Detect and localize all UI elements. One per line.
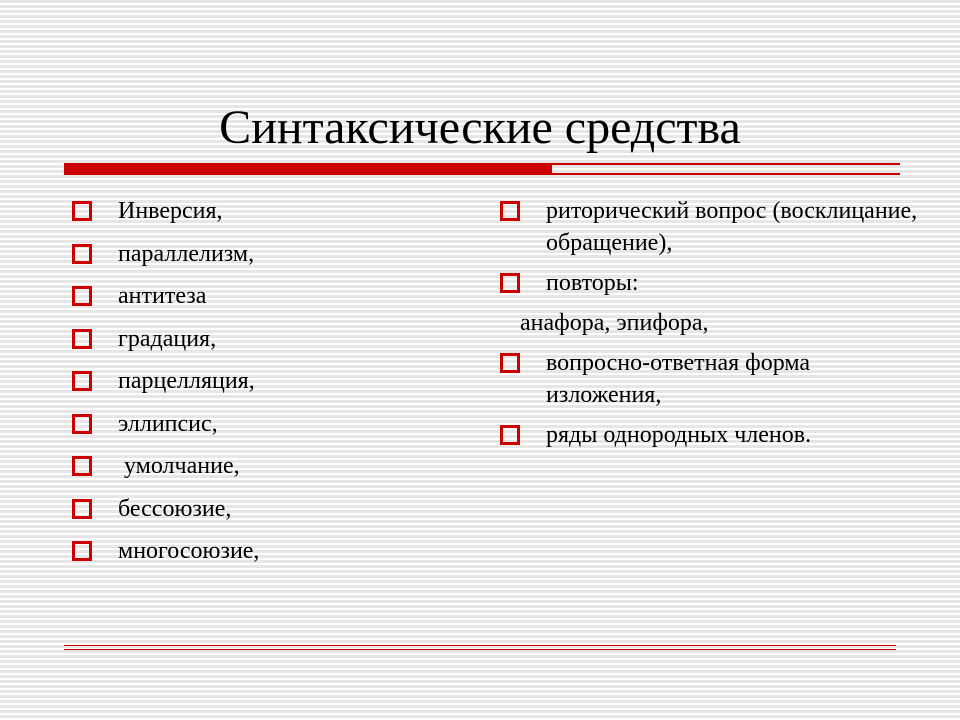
square-bullet-icon — [72, 414, 92, 434]
list-item — [72, 195, 452, 227]
right-bullet-list — [500, 195, 920, 459]
list-item — [72, 493, 452, 525]
list-item-text: бессоюзие, — [118, 495, 232, 522]
square-bullet-icon — [500, 273, 520, 293]
list-item — [72, 408, 452, 440]
list-item-text: ряды однородных членов. — [546, 422, 812, 448]
list-item-text: парцелляция, — [118, 368, 255, 394]
list-item-text: вопросно-ответная форма изложения, — [546, 350, 810, 408]
footer-rule-bottom — [64, 649, 896, 650]
list-item — [72, 280, 452, 312]
square-bullet-icon — [500, 425, 520, 445]
list-item — [500, 347, 920, 411]
left-bullet-list — [72, 195, 452, 578]
square-bullet-icon — [72, 201, 92, 221]
list-item-text: эллипсис, — [118, 410, 218, 437]
square-bullet-icon — [72, 244, 92, 264]
square-bullet-icon — [500, 201, 520, 221]
list-item-text: повторы: — [546, 270, 639, 296]
list-item — [500, 267, 920, 299]
list-item — [72, 323, 452, 355]
list-item-text: параллелизм, — [118, 240, 255, 267]
square-bullet-icon — [72, 541, 92, 561]
list-subitem-text: анафора, эпифора, — [520, 310, 709, 336]
title-underline-thin-bottom — [552, 173, 900, 175]
list-item-text: риторический вопрос (восклицание, обращение), — [546, 198, 918, 256]
square-bullet-icon — [72, 329, 92, 349]
square-bullet-icon — [500, 353, 520, 373]
title-underline-thick — [64, 163, 552, 175]
list-item-text: многосоюзие, — [118, 538, 260, 564]
list-item-text: градация, — [118, 325, 217, 352]
list-item — [500, 195, 920, 259]
list-item — [72, 238, 452, 270]
square-bullet-icon — [72, 371, 92, 391]
square-bullet-icon — [72, 499, 92, 519]
square-bullet-icon — [72, 286, 92, 306]
slide-title: Синтаксические средства — [219, 101, 741, 154]
list-item — [500, 419, 920, 451]
list-subitem — [500, 307, 920, 339]
footer-rule-top — [64, 645, 896, 646]
list-item-text: умолчание, — [118, 453, 240, 479]
list-item — [72, 365, 452, 397]
title-underline-thin-top — [552, 163, 900, 165]
list-item — [72, 535, 452, 567]
list-item-text: Инверсия, — [118, 198, 223, 224]
list-item-text: антитеза — [118, 283, 207, 309]
list-item — [72, 450, 452, 482]
square-bullet-icon — [72, 456, 92, 476]
